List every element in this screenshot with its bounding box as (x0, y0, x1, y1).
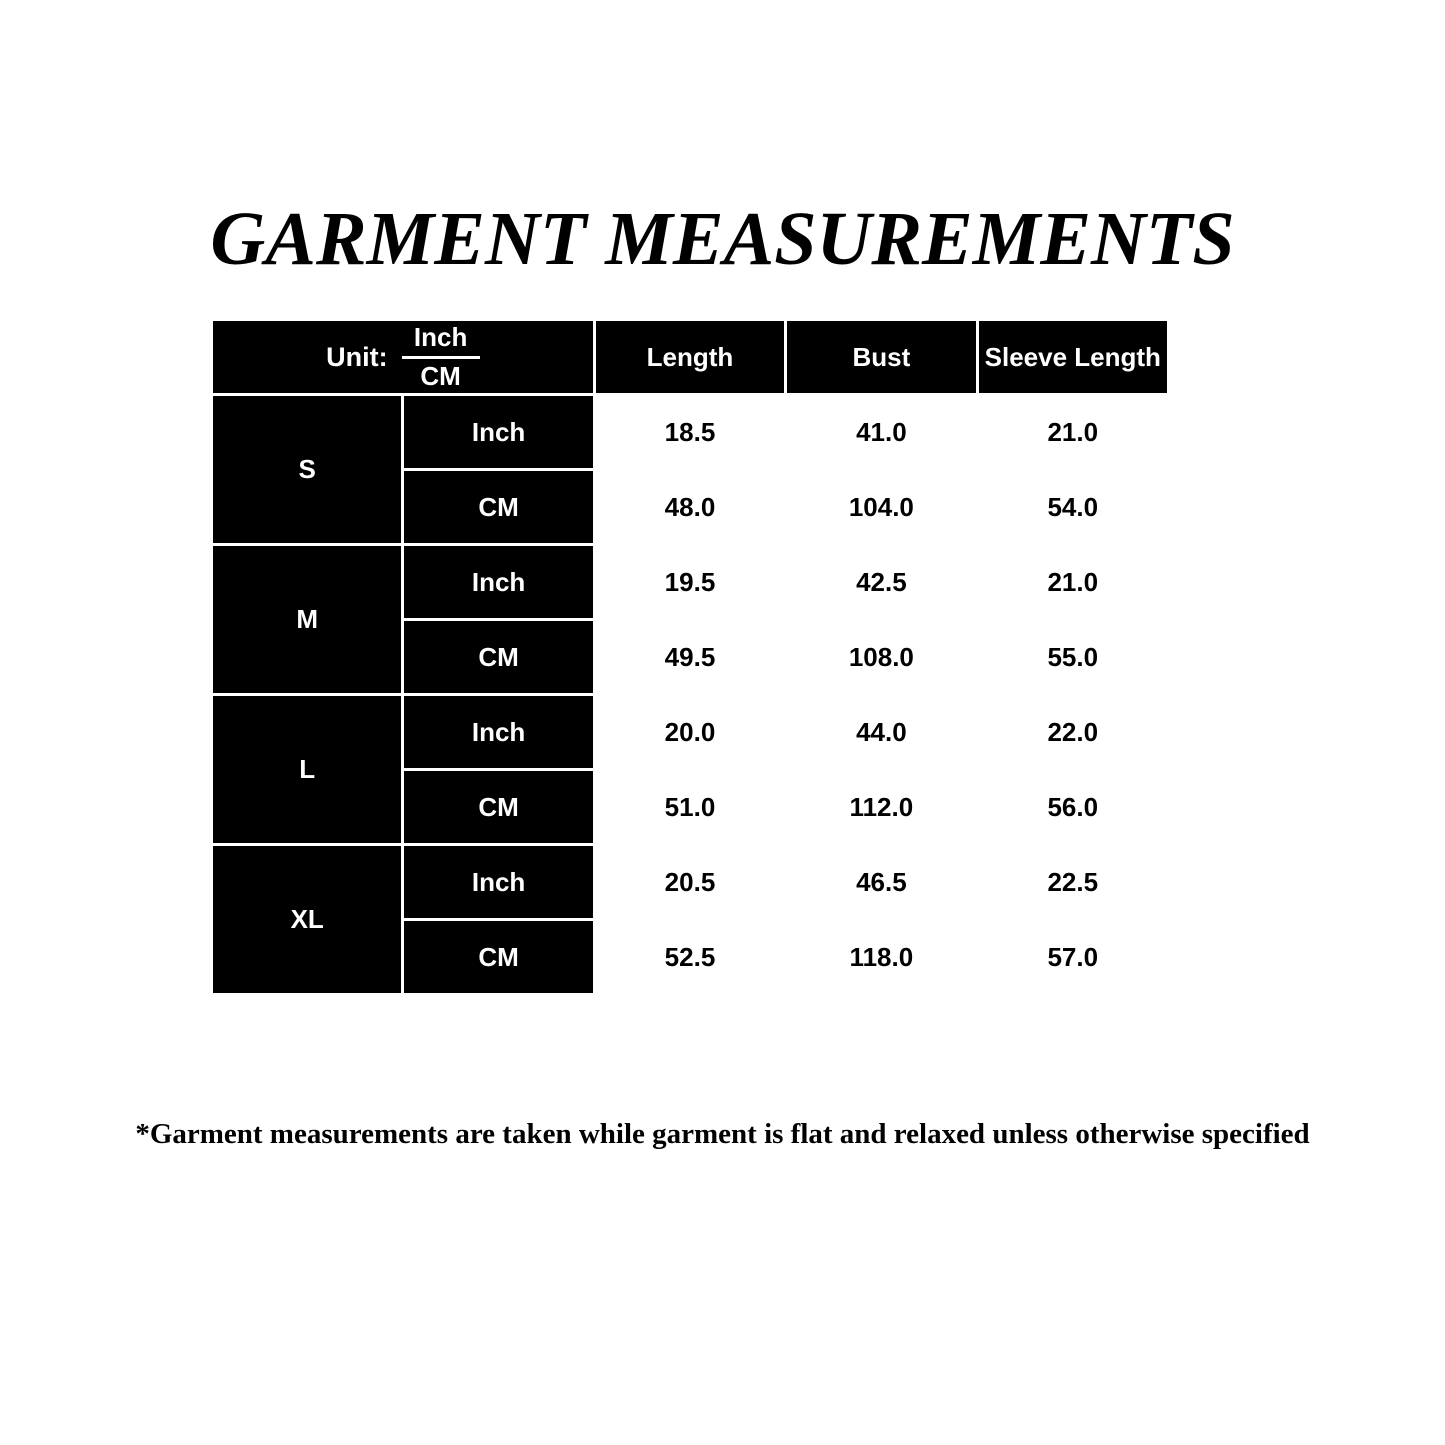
cell-bust: 41.0 (787, 396, 975, 468)
row-unit-label: CM (404, 921, 592, 993)
cell-length: 49.5 (596, 621, 784, 693)
row-unit-label: CM (404, 471, 592, 543)
row-unit-label: CM (404, 621, 592, 693)
cell-bust: 118.0 (787, 921, 975, 993)
header-unit-cell (213, 321, 593, 393)
cell-sleeve: 21.0 (979, 546, 1167, 618)
column-header-bust: Bust (787, 321, 975, 393)
unit-fraction-bottom: CM (420, 360, 461, 391)
cell-bust: 112.0 (787, 771, 975, 843)
cell-length: 19.5 (596, 546, 784, 618)
size-label-xl: XL (213, 846, 401, 993)
size-label-l: L (213, 696, 401, 843)
unit-fraction-top: Inch (413, 322, 468, 353)
cell-length: 20.5 (596, 846, 784, 918)
table-row (213, 396, 1167, 468)
cell-length: 18.5 (596, 396, 784, 468)
table-row (213, 546, 1167, 618)
measurements-table-container (210, 318, 1170, 996)
size-label-s: S (213, 396, 401, 543)
table-header-row (213, 321, 1167, 393)
measurements-table (210, 318, 1170, 996)
cell-bust: 42.5 (787, 546, 975, 618)
cell-length: 52.5 (596, 921, 784, 993)
page-title: GARMENT MEASUREMENTS (210, 197, 1235, 281)
table-row (213, 696, 1167, 768)
cell-sleeve: 55.0 (979, 621, 1167, 693)
row-unit-label: Inch (404, 546, 592, 618)
column-header-sleeve-length: Sleeve Length (979, 321, 1167, 393)
cell-bust: 46.5 (787, 846, 975, 918)
cell-bust: 104.0 (787, 471, 975, 543)
cell-sleeve: 22.0 (979, 696, 1167, 768)
row-unit-label: CM (404, 771, 592, 843)
cell-length: 51.0 (596, 771, 784, 843)
cell-sleeve: 21.0 (979, 396, 1167, 468)
cell-length: 48.0 (596, 471, 784, 543)
cell-bust: 44.0 (787, 696, 975, 768)
row-unit-label: Inch (404, 696, 592, 768)
footnote: *Garment measurements are taken while garment is flat and relaxed unless otherwise specified (135, 1118, 1310, 1150)
cell-sleeve: 56.0 (979, 771, 1167, 843)
unit-label: Unit: (326, 341, 388, 372)
cell-bust: 108.0 (787, 621, 975, 693)
cell-sleeve: 57.0 (979, 921, 1167, 993)
size-label-m: M (213, 546, 401, 693)
column-header-length: Length (596, 321, 784, 393)
cell-sleeve: 22.5 (979, 846, 1167, 918)
row-unit-label: Inch (404, 396, 592, 468)
row-unit-label: Inch (404, 846, 592, 918)
cell-sleeve: 54.0 (979, 471, 1167, 543)
cell-length: 20.0 (596, 696, 784, 768)
table-row (213, 846, 1167, 918)
